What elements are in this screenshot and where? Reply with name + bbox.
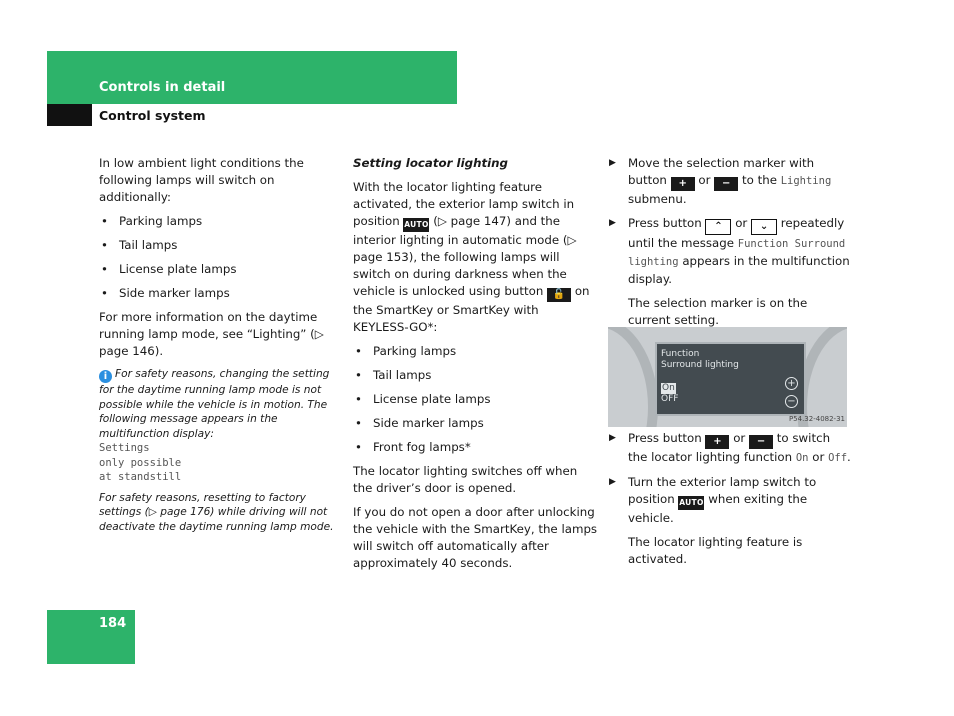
auto-key-icon: AUTO: [678, 496, 704, 510]
list-item: • License plate lamps: [353, 391, 598, 408]
text: on the SmartKey or SmartKey with KEYLESS-GO*:: [353, 284, 590, 334]
page-number: 184: [99, 616, 127, 631]
list-item: • Side marker lamps: [353, 415, 598, 432]
display-message-line: only possible: [99, 456, 182, 469]
note-text: For safety reasons, changing the setting for the daytime running lamp mode is not possible while the vehicle is in motion. The following message appears in the multifunction display:: [99, 368, 330, 440]
list-item: • Front fog lamps*: [353, 439, 598, 456]
display-option-selected: On: [662, 383, 675, 393]
lcd-panel: [655, 342, 806, 416]
display-text: Off: [828, 452, 848, 464]
info-icon: i: [99, 370, 112, 383]
subsection-marker: [47, 104, 92, 126]
note-text: For safety reasons, resetting to factory settings (▷ page 176) while driving will not deactivate the daytime running lamp mode.: [99, 491, 334, 533]
display-option: OFF: [661, 394, 679, 404]
header-bar: [47, 51, 457, 104]
display-message-line: at standstill: [99, 471, 182, 483]
list-item: • Tail lamps: [99, 237, 341, 254]
paragraph: The locator lighting feature is activated.: [628, 535, 803, 566]
column-1: [99, 155, 341, 540]
intro-text: In low ambient light conditions the following lamps will switch on additionally:: [99, 156, 304, 204]
text: Turn the exterior lamp switch to position: [628, 475, 817, 506]
paragraph: The locator lighting switches off when the driver’s door is opened.: [353, 464, 578, 495]
plus-key-icon: +: [705, 435, 729, 449]
instruction-step: [609, 430, 851, 467]
instruction-step: [609, 215, 851, 288]
list-item: • Side marker lamps: [99, 285, 341, 302]
text: or: [733, 431, 746, 445]
minus-key-icon: −: [714, 177, 738, 191]
text: .: [847, 450, 851, 464]
text: to the: [742, 173, 777, 187]
lamp-list: [353, 343, 598, 456]
paragraph: The selection marker is on the current setting.: [628, 296, 808, 327]
text: when exiting the vehicle.: [628, 492, 808, 525]
lamp-list: [99, 213, 341, 302]
text: or: [812, 450, 825, 464]
down-key-icon: ⌄: [751, 219, 777, 235]
instruction-step: [609, 155, 851, 208]
text: to switch the locator lighting function: [628, 431, 831, 464]
up-key-icon: ⌃: [705, 219, 731, 235]
image-code: P54.32-4082-31: [788, 415, 845, 423]
column-2: [353, 155, 598, 579]
text: Move the selection marker with button: [628, 156, 815, 187]
multifunction-display-image: [608, 327, 847, 427]
list-item: • Parking lamps: [353, 343, 598, 360]
display-line: Function: [661, 349, 700, 359]
section-heading: Setting locator lighting: [353, 156, 508, 170]
column-3-lower: [609, 430, 851, 575]
section-title: Controls in detail: [99, 80, 226, 95]
list-item: • Parking lamps: [99, 213, 341, 230]
plus-key-icon: +: [671, 177, 695, 191]
text: appears in the multifunction display.: [628, 254, 850, 286]
text: submenu.: [628, 192, 687, 206]
text: repeatedly until the message: [628, 216, 845, 250]
minus-icon: −: [785, 395, 798, 408]
minus-key-icon: −: [749, 435, 773, 449]
text: Press button: [628, 216, 702, 230]
instruction-step: [609, 474, 851, 527]
safety-note: [99, 367, 341, 534]
text: Press button: [628, 431, 702, 445]
display-message-line: Settings: [99, 442, 150, 454]
paragraph: If you do not open a door after unlocking the vehicle with the SmartKey, the lamps will switch off automatically after approximately 40 seconds.: [353, 505, 598, 570]
display-text: Function Surround lighting: [628, 238, 846, 268]
display-text: On: [795, 452, 809, 464]
unlock-key-icon: 🔓: [547, 288, 571, 302]
text: (▷ page 147) and the interior lighting in automatic mode (▷ page 153), the following lamps will switch on during darkness when the vehicle is unlocked using button: [353, 214, 577, 298]
auto-key-icon: AUTO: [403, 218, 429, 232]
display-line: Surround lighting: [661, 360, 739, 370]
more-info-text: For more information on the daytime running lamp mode, see “Lighting” (▷ page 146).: [99, 310, 324, 358]
list-item: • Tail lamps: [353, 367, 598, 384]
subsection-title: Control system: [99, 108, 206, 123]
plus-icon: +: [785, 377, 798, 390]
display-text: Lighting: [780, 175, 832, 187]
column-3: [609, 155, 851, 336]
text: With the locator lighting feature activated, the exterior lamp switch in position: [353, 180, 575, 228]
gauge-left: [608, 327, 658, 427]
list-item: • License plate lamps: [99, 261, 341, 278]
text: or: [735, 216, 748, 230]
paragraph: [353, 179, 598, 336]
text: or: [698, 173, 711, 187]
